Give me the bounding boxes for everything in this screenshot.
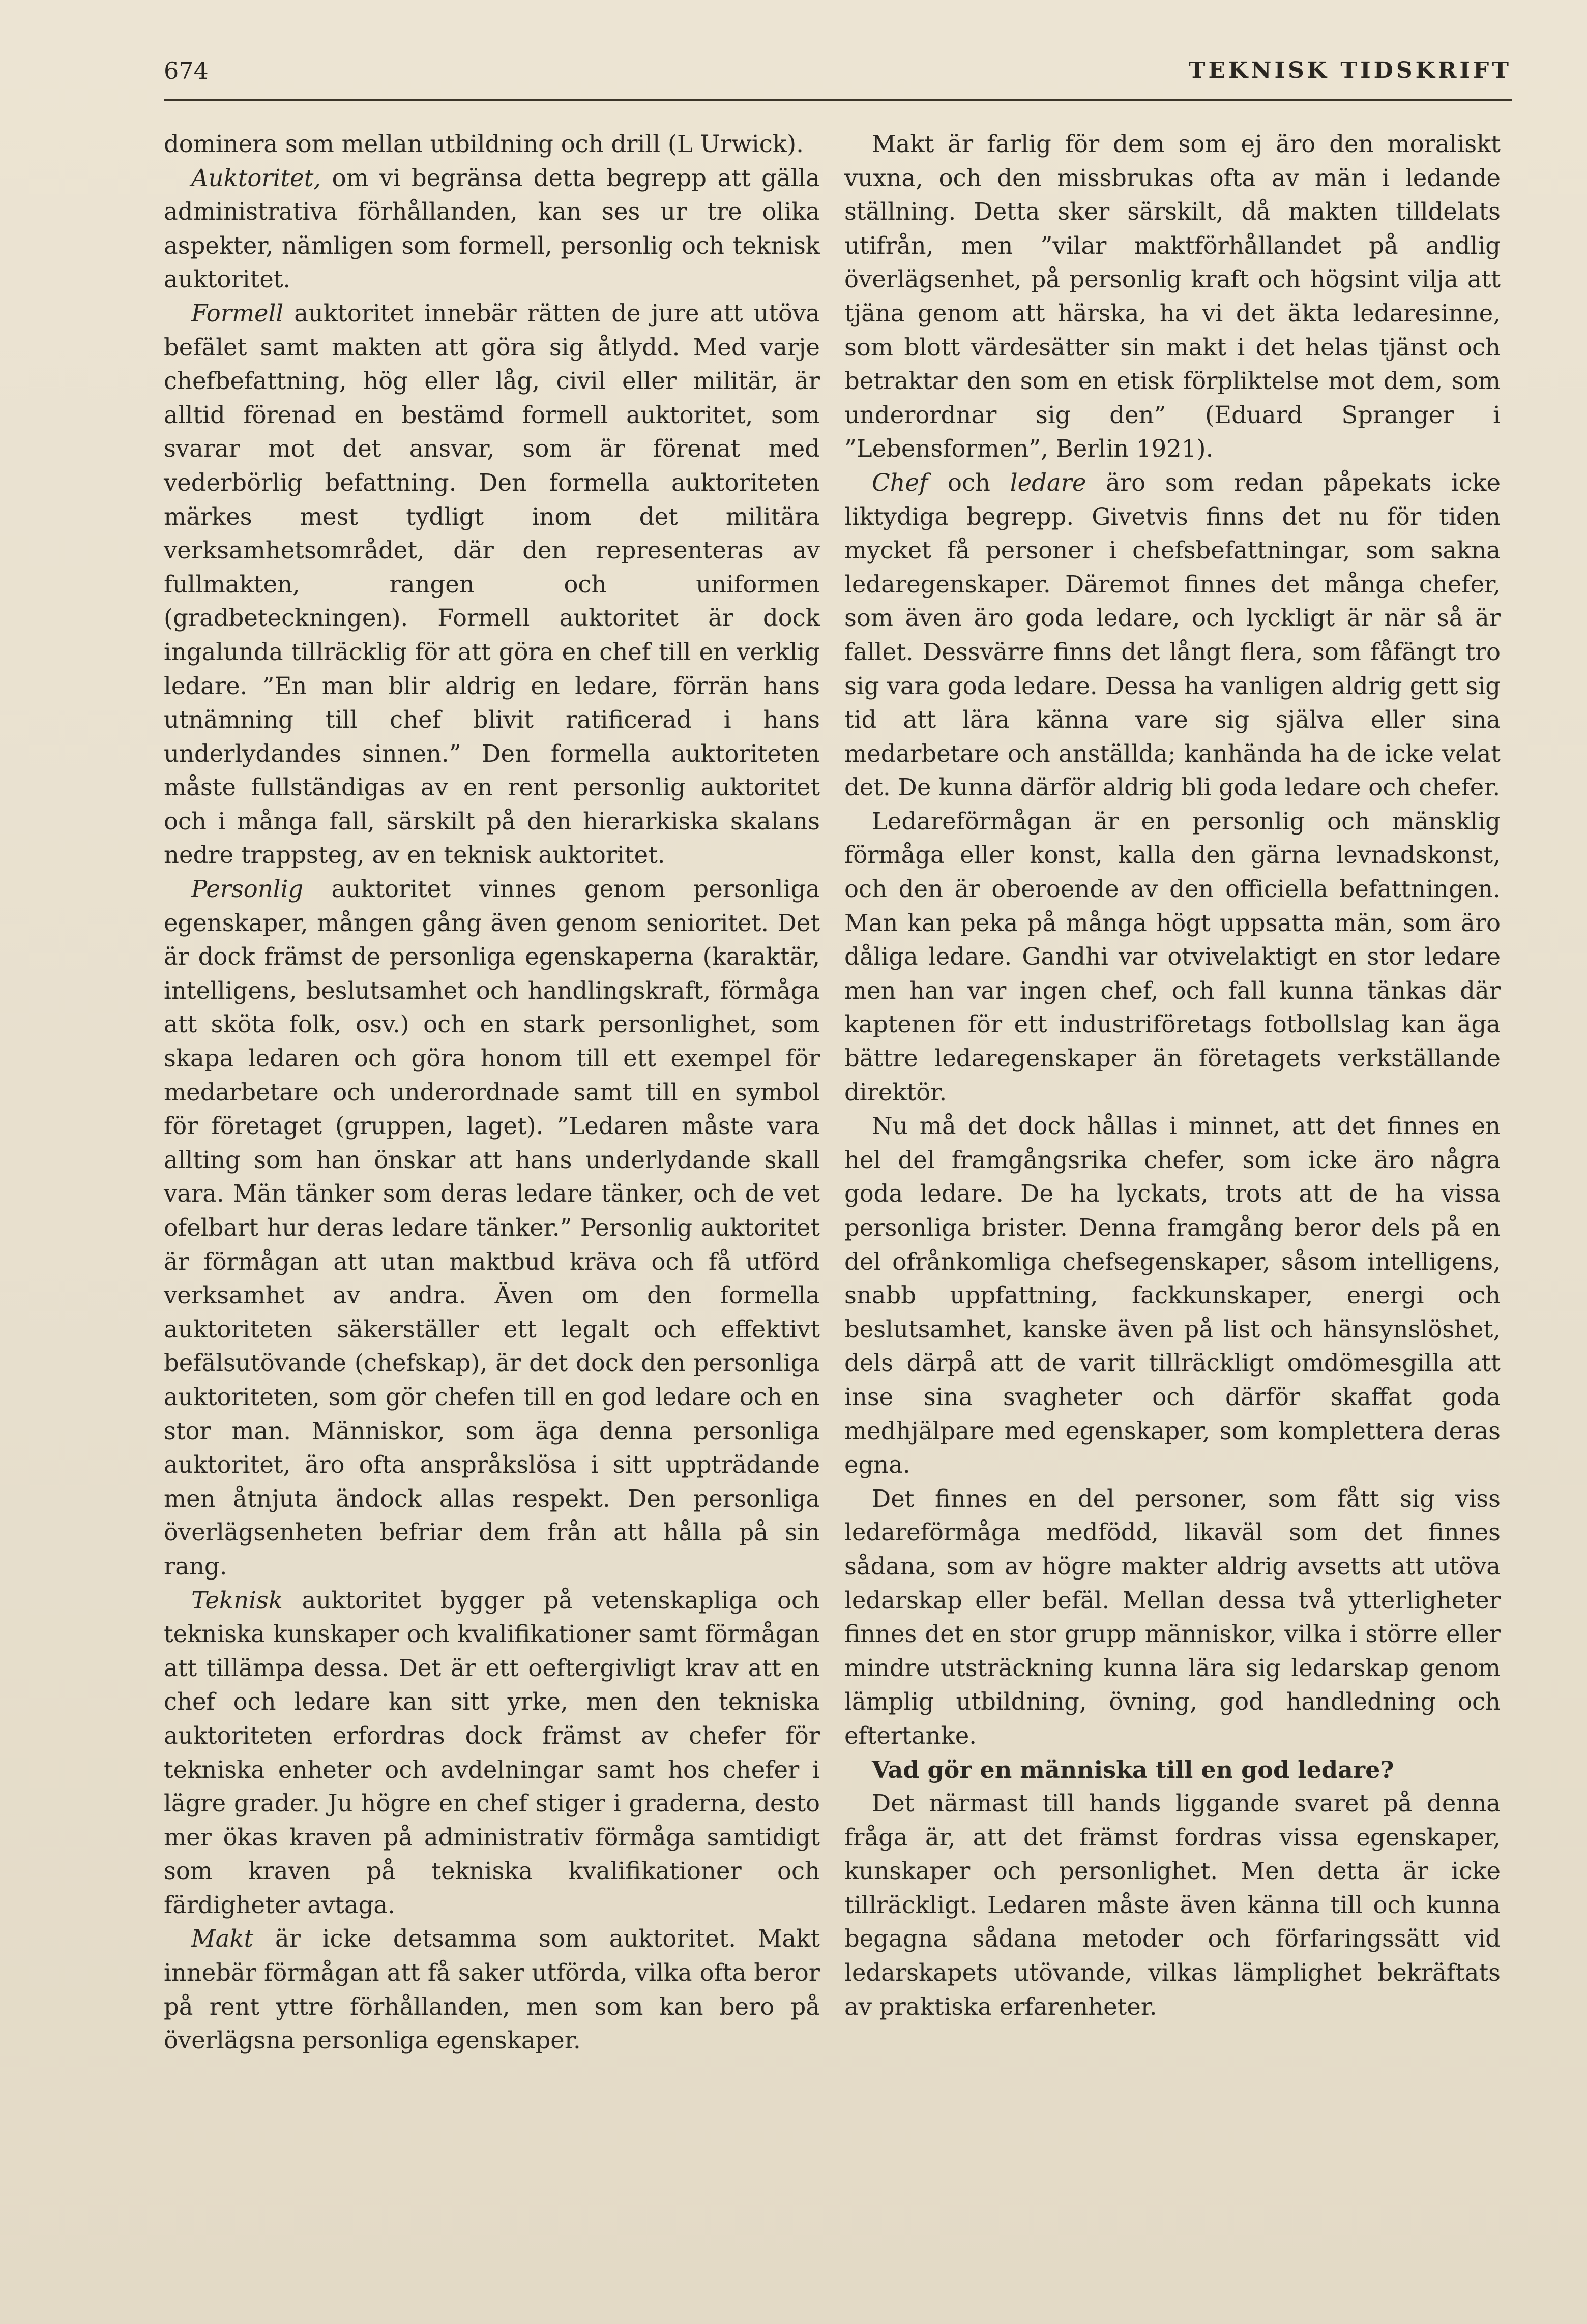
emphasis-term: Formell (191, 299, 284, 327)
paragraph-text: auktoritet bygger på vetenskapliga och tekniska kunskaper och kvalifikationer samt förmågan att tillämpa dessa. Det är ett oeftergivligt krav att en chef och ledare kan sitt yrke, men den tekniska auktoriteten erfordras dock främst av chefer för tekniska enheter och avdelningar samt hos chefer i lägre grader. Ju högre en chef stiger i graderna, desto mer ökas kraven på administrativ förmåga samtidigt som kraven på tekniska kvalifikationer och färdigheter avtaga. (164, 1586, 820, 1919)
paragraph (164, 1922, 820, 2057)
section-heading: Vad gör en människa till en god ledare? (872, 1755, 1394, 1783)
page-number: 674 (164, 57, 209, 84)
page-header (164, 53, 1512, 101)
paragraph (164, 296, 820, 872)
left-column (164, 127, 820, 2058)
emphasis-term: Chef (872, 468, 928, 496)
paragraph (844, 466, 1501, 805)
paragraph: Det finnes en del personer, som fått sig viss ledareförmåga medfödd, likaväl som det finnes sådana, som av högre makter aldrig avsetts att utöva ledarskap eller befäl. Mellan dessa två ytterligheter finnes det en stor grupp människor, vilka i större eller mindre utsträckning kunna lära sig ledarskap genom lämplig utbildning, övning, god handledning och eftertanke. (844, 1484, 1501, 1749)
paragraph: dominera som mellan utbildning och drill (L Urwick). (164, 130, 804, 158)
emphasis-term: Teknisk (191, 1586, 283, 1614)
emphasis-term: Makt (191, 1925, 254, 1953)
emphasis-term: Personlig (191, 875, 304, 903)
paragraph: Det närmast till hands liggande svaret på denna fråga är, att det främst fordras vissa egenskaper, kunskaper och personlighet. Men detta är icke tillräckligt. Ledaren måste även känna till och kunna begagna sådana metoder och förfaringssätt vid ledarskapets utövande, vilkas lämplighet bekräftats av praktiska erfarenheter. (844, 1790, 1501, 2020)
paragraph-text: om vi begränsa detta begrepp att gälla administrativa förhållanden, kan ses ur tre olika aspekter, nämligen som formell, personlig och teknisk auktoritet. (164, 164, 820, 293)
paragraph (164, 1584, 820, 1922)
paragraph-text: äro som redan påpekats icke liktydiga begrepp. Givetvis finns det nu för tiden mycket få personer i chefsbefattningar, som sakna ledaregenskaper. Däremot finnes det många chefer, som även äro goda ledare, och lyckligt är när så är fallet. Dessvärre finns det långt flera, som fåfängt tro sig vara goda ledare. Dessa ha vanligen aldrig gett sig tid att lära känna vare sig själva eller sina medarbetare och anställda; kanhända ha de icke velat det. De kunna därför aldrig bli goda ledare och chefer. (844, 468, 1501, 801)
paragraph: Nu må det dock hållas i minnet, att det finnes en hel del framgångsrika chefer, som icke äro några goda ledare. De ha lyckats, trots att de ha vissa personliga brister. Denna framgång beror dels på en del ofrånkomliga chefsegenskaper, såsom intelligens, snabb uppfattning, fackkunskaper, energi och beslutsamhet, kanske även på list och hänsynslöshet, dels därpå att de varit tillräckligt omdömesgilla att inse sina svagheter och därför skaffat goda medhjälpare med egenskaper, som komplettera deras egna. (844, 1112, 1501, 1479)
paragraph-text: är icke detsamma som auktoritet. Makt innebär förmågan att få saker utförda, vilka ofta beror på rent yttre förhållanden, men som kan bero på överlägsna personliga egenskaper. (164, 1925, 820, 2054)
journal-title: TEKNISK TIDSKRIFT (1188, 57, 1512, 83)
paragraph-text: auktoritet vinnes genom personliga egenskaper, mången gång även genom senioritet. Det är dock främst de personliga egenskaperna (karaktär, intelligens, beslutsamhet och handlingskraft, förmåga att sköta folk, osv.) och en stark personlighet, som skapa ledaren och göra honom till ett exempel för medarbetare och underordnade samt till en symbol för företaget (gruppen, laget). ”Ledaren måste vara allting som han önskar att hans underlydande skall vara. Män tänker som deras ledare tänker, och de vet ofelbart hur deras ledare tänker.” Personlig auktoritet är förmågan att utan maktbud kräva och få utförd verksamhet av andra. Även om den formella auktoriteten säkerställer ett legalt och effektivt befälsutövande (chefskap), är det dock den personliga auktoriteten, som gör chefen till en god ledare och en stor man. Människor, som äga denna personliga auktoritet, äro ofta anspråkslösa i sitt uppträdande men åtnjuta ändock allas respekt. Den personliga överlägsenheten befriar dem från att hålla på sin rang. (164, 875, 820, 1580)
emphasis-term: Auktoritet, (191, 164, 321, 192)
emphasis-term: ledare (1010, 468, 1086, 496)
paragraph (164, 872, 820, 1583)
right-column (844, 127, 1501, 2023)
paragraph-text: auktoritet innebär rätten de jure att utöva befälet samt makten att göra sig åtlydd. Med varje chefbefattning, hög eller låg, civil eller militär, är alltid förenad en bestämd formell auktoritet, som svarar mot det ansvar, som är förenat med vederbörlig befattning. Den formella auktoriteten märkes mest tydligt inom det militära verksamhetsområdet, där den representeras av fullmakten, rangen och uniformen (gradbeteckningen). Formell auktoritet är dock ingalunda tillräcklig för att göra en chef till en verklig ledare. ”En man blir aldrig en ledare, förrän hans utnämning till chef blivit ratificerad i hans underlydandes sinnen.” Den formella auktoriteten måste fullständigas av en rent personlig auktoritet och i många fall, särskilt på den hierarkiska skalans nedre trappsteg, av en teknisk auktoritet. (164, 299, 820, 869)
paragraph-text: och (928, 468, 1010, 496)
paragraph (164, 161, 820, 296)
paragraph: Ledareförmågan är en personlig och mänsklig förmåga eller konst, kalla den gärna levnadskonst, och den är oberoende av den officiella befattningen. Man kan peka på många högt uppsatta män, som äro dåliga ledare. Gandhi var otvivelaktigt en stor ledare men han var ingen chef, och fall kunna tänkas där kaptenen för ett industriföretags fotbollslag kan äga bättre ledaregenskaper än företagets verkställande direktör. (844, 807, 1501, 1106)
paragraph: Makt är farlig för dem som ej äro den moraliskt vuxna, och den missbrukas ofta av män i ledande ställning. Detta sker särskilt, då makten tilldelats utifrån, men ”vilar maktförhållandet på andlig överlägsenhet, på personlig kraft och högsint vilja att tjäna genom att härska, ha vi det äkta ledaresinne, som blott värdesätter sin makt i det helas tjänst och betraktar den som en etisk förpliktelse mot dem, som underordnar sig den” (Eduard Spranger i ”Lebensformen”, Berlin 1921). (844, 130, 1501, 463)
